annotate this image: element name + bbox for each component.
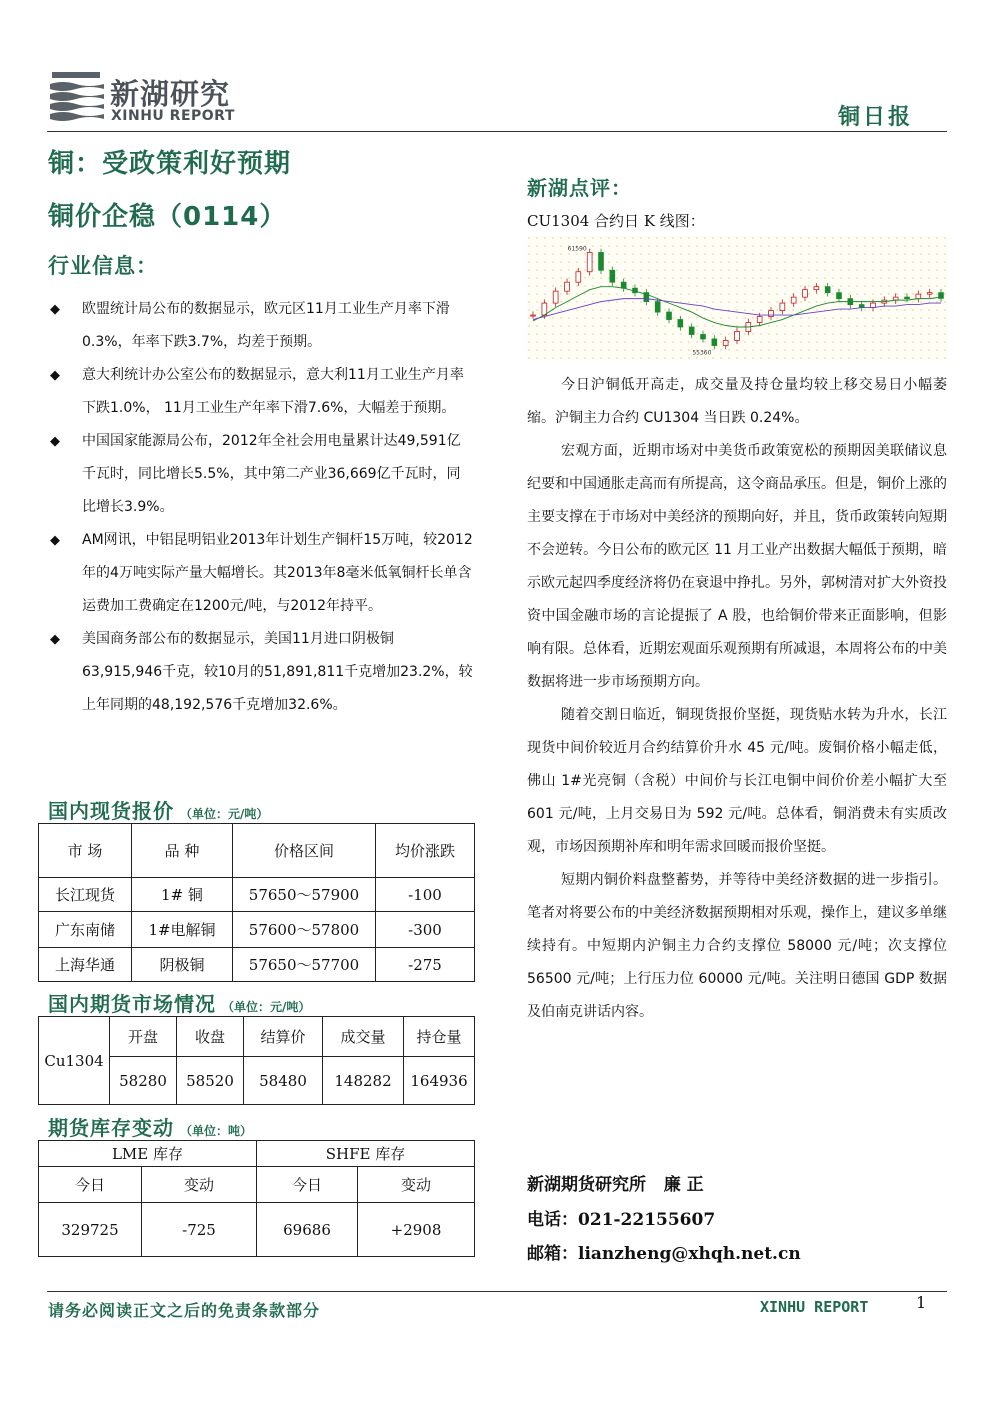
futures-header-cell: 收盘 (177, 1017, 244, 1057)
candle-body (599, 252, 604, 270)
commentary-paragraph: 短期内铜价料盘整蓄势，并等待中美经济数据的进一步指引。笔者对将要公布的中美经济数据预期相对乐观，操作上，建议多单继续持有。中短期内沪铜主力合约支撑位 58000 元/吨；次支撑位 56500 元/吨；上行压力位 60000 元/吨。关注明日德国 GDP 数据及伯南克讲话内容。 (527, 872, 947, 1020)
candle-body (825, 287, 830, 293)
futures-header-cell: 开盘 (110, 1017, 177, 1057)
bullet-item (48, 425, 473, 524)
futures-unit: （单位：元/吨） (222, 1000, 311, 1014)
inventory-cell: -725 (142, 1203, 257, 1257)
bullet-item (48, 524, 473, 623)
inventory-heading (48, 1112, 252, 1141)
spot-cell: 1#电解铜 (132, 912, 233, 948)
bullet-item (48, 293, 473, 359)
footer-rule (47, 1291, 947, 1292)
bullet-text: 意大利统计办公室公布的数据显示，意大利11月工业生产月率下跌1.0%， 11月工业生产年率下滑7.6%，大幅差于预期。 (82, 367, 464, 416)
candle-body (814, 287, 819, 290)
candle-body (735, 331, 740, 340)
futures-heading-text: 国内期货市场情况 (48, 992, 216, 1016)
inventory-table (38, 1140, 475, 1257)
bullet-text: 欧盟统计局公布的数据显示，欧元区11月工业生产月率下滑0.3%，年率下跌3.7%，均差于预期。 (82, 301, 450, 350)
candle-body (905, 297, 910, 298)
spot-header-cell: 市 场 (39, 824, 132, 878)
futures-cell: 58520 (177, 1057, 244, 1105)
spot-cell: 57650～57700 (233, 948, 376, 982)
inventory-unit: （单位：吨） (180, 1124, 253, 1138)
commentary-paragraph: 宏观方面，近期市场对中美货币政策宽松的预期因美联储议息纪要和中国通胀走高而有所提高，这令商品承压。但是，铜价上涨的主要支撑在于市场对中美经济的预期向好，并且，货币政策转向短期不会逆转。今日公布的欧元区 11 月工业产出数据大幅低于预期，暗示欧元起四季度经济将仍在衰退中挣扎。另外，郭树清对扩大外资投资中国金融市场的言论提振了 A 股，也给铜价带来正面影响，但影响有限。总体看，近期宏观面乐观预期有所减退，本周将公布的中美数据将进一步市场预期方向。 (527, 443, 947, 690)
inventory-group-cell: SHFE 库存 (257, 1141, 475, 1167)
spot-heading (48, 795, 268, 824)
candle-body (576, 272, 581, 282)
candle-body (757, 317, 762, 323)
inventory-heading-text: 期货库存变动 (48, 1116, 174, 1140)
candle-body (791, 297, 796, 303)
candle-body (542, 303, 547, 315)
diamond-bullet-icon: ◆ (50, 434, 60, 449)
futures-header-cell: 结算价 (244, 1017, 323, 1057)
candle-body (565, 282, 570, 291)
spot-cell: -275 (376, 948, 475, 982)
futures-cell: 58280 (110, 1057, 177, 1105)
candle-body (780, 303, 785, 310)
candle-body (723, 340, 728, 345)
page-number: 1 (916, 1293, 927, 1312)
logo-cn-text: 新湖研究 (110, 77, 231, 111)
phone-label: 电话： (527, 1210, 578, 1230)
commentary-heading: 新湖点评： (527, 176, 632, 200)
spot-cell: -300 (376, 912, 475, 948)
email-label: 邮箱： (527, 1244, 578, 1264)
spot-cell: -100 (376, 878, 475, 912)
phone-number: 021-22155607 (578, 1210, 716, 1230)
report-type: 铜日报 (838, 105, 914, 130)
table-row (39, 878, 475, 912)
spot-cell: 57650～57900 (233, 878, 376, 912)
bullet-text: 中国国家能源局公布，2012年全社会用电量累计达49,591亿千瓦时，同比增长5.5%，其中第二产业36,669亿千瓦时，同比增长3.9%。 (82, 433, 461, 515)
futures-table (38, 1016, 475, 1105)
logo-en-text: XINHU REPORT (111, 108, 235, 124)
candle-body (553, 291, 558, 303)
futures-header-cell: 成交量 (323, 1017, 404, 1057)
candle-body (927, 293, 932, 294)
industry-bullets (48, 293, 473, 722)
spot-cell: 上海华通 (39, 948, 132, 982)
spot-header-cell: 价格区间 (233, 824, 376, 878)
spot-heading-text: 国内现货报价 (48, 799, 174, 823)
candle-body (837, 293, 842, 299)
diamond-bullet-icon: ◆ (50, 632, 60, 647)
footer-disclaimer: 请务必阅读正文之后的免责条款部分 (48, 1301, 321, 1320)
commentary-paragraph: 随着交割日临近，铜现货报价坚挺，现货贴水转为升水，长江现货中间价较近月合约结算价升水 45 元/吨。废铜价格小幅走低，佛山 1#光亮铜（含税）中间价与长江电铜中间价价差小幅扩大至 601 元/吨，上月交易日为 592 元/吨。总体看，铜消费未有实质改观，市场因预期补库和明年需求回暖而报价坚挺。 (527, 707, 947, 855)
diamond-bullet-icon: ◆ (50, 368, 60, 383)
spot-unit: （单位：元/吨） (180, 807, 269, 821)
diamond-bullet-icon: ◆ (50, 533, 60, 548)
commentary-body (527, 369, 947, 1029)
email-line (527, 1239, 801, 1264)
candle-body (667, 312, 672, 319)
futures-cell: 148282 (323, 1057, 404, 1105)
chart-annotation-high: 61590 (567, 245, 587, 253)
spot-cell: 57600～57800 (233, 912, 376, 948)
page-title: 铜：受政策利好预期 (48, 149, 292, 179)
candle-body (678, 320, 683, 327)
inventory-cell: +2908 (358, 1203, 475, 1257)
spot-table (38, 823, 475, 982)
diamond-bullet-icon: ◆ (50, 302, 60, 317)
phone-line (527, 1205, 715, 1230)
chart-caption: CU1304 合约日 K 线图： (527, 212, 705, 230)
candle-body (712, 339, 717, 346)
inventory-subheader-cell: 变动 (358, 1167, 475, 1203)
candle-body (769, 311, 774, 317)
inventory-subheader-cell: 今日 (257, 1167, 358, 1203)
candle-body (689, 327, 694, 334)
futures-heading (48, 988, 310, 1017)
candle-body (655, 302, 660, 312)
author-line: 新湖期货研究所 廉 正 (527, 1175, 704, 1195)
candle-body (701, 334, 706, 338)
spot-cell: 广东南储 (39, 912, 132, 948)
inventory-group-cell: LME 库存 (39, 1141, 257, 1167)
futures-header-cell: 持仓量 (404, 1017, 475, 1057)
header-rule (47, 131, 947, 132)
candle-body (587, 252, 592, 271)
candle-body (916, 294, 921, 298)
table-row (39, 948, 475, 982)
futures-contract-cell: Cu1304 (39, 1017, 110, 1105)
inventory-cell: 329725 (39, 1203, 142, 1257)
header-logo (48, 70, 248, 126)
table-row (39, 1203, 475, 1257)
futures-cell: 58480 (244, 1057, 323, 1105)
bullet-item (48, 623, 473, 722)
inventory-subheader-cell: 今日 (39, 1167, 142, 1203)
candle-body (531, 315, 536, 316)
email-address: lianzheng@xhqh.net.cn (578, 1244, 801, 1264)
table-row (39, 912, 475, 948)
inventory-subheader-cell: 变动 (142, 1167, 257, 1203)
page-subtitle: 铜价企稳（0114） (48, 202, 287, 232)
chart-annotation-low: 55360 (692, 349, 712, 357)
bullet-text: AM网讯，中铝昆明铝业2013年计划生产铜杆15万吨，较2012年的4万吨实际产量大幅增长。其2013年8毫米低氧铜杆长单含运费加工费确定在1200元/吨，与2012年持平。 (82, 532, 473, 614)
footer-brand: XINHU REPORT (760, 1298, 869, 1316)
candle-body (803, 290, 808, 297)
commentary-paragraph: 今日沪铜低开高走，成交量及持仓量均较上移交易日小幅萎缩。沪铜主力合约 CU1304 当日跌 0.24%。 (527, 377, 947, 426)
inventory-cell: 69686 (257, 1203, 358, 1257)
spot-header-cell: 均价涨跌 (376, 824, 475, 878)
kline-chart (527, 236, 947, 360)
bullet-item (48, 359, 473, 425)
logo-waves-icon (48, 70, 106, 124)
spot-cell: 1# 铜 (132, 878, 233, 912)
spot-cell: 长江现货 (39, 878, 132, 912)
spot-header-cell: 品 种 (132, 824, 233, 878)
candle-body (621, 282, 626, 288)
spot-cell: 阴极铜 (132, 948, 233, 982)
futures-cell: 164936 (404, 1057, 475, 1105)
bullet-text: 美国商务部公布的数据显示，美国11月进口阴极铜63,915,946千克，较10月的51,891,811千克增加23.2%，较上年同期的48,192,576千克增加32.6%。 (82, 631, 473, 713)
candle-body (610, 270, 615, 282)
industry-heading: 行业信息： (48, 254, 158, 278)
